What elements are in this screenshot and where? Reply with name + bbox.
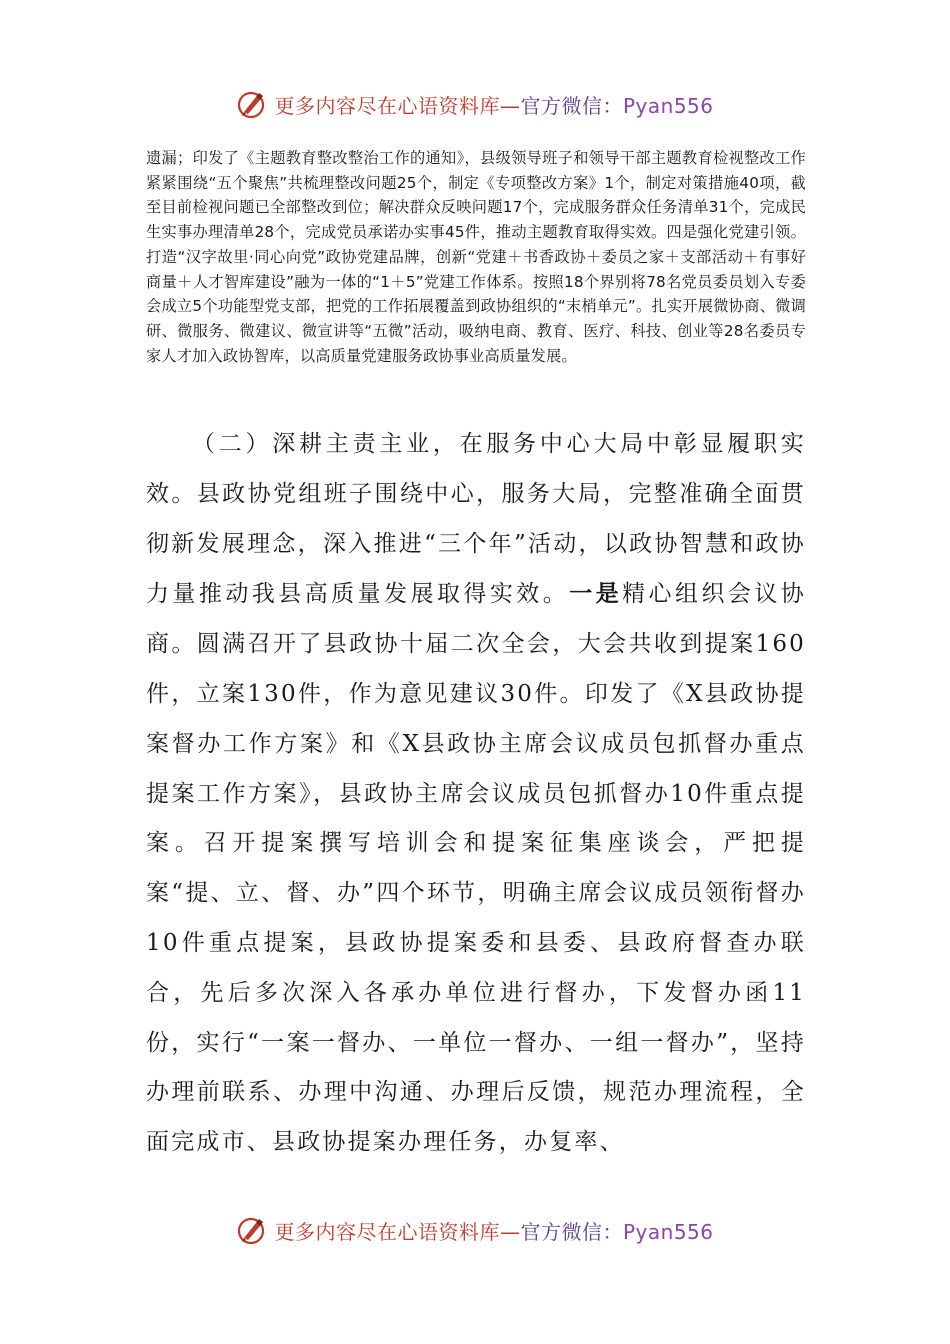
watermark-dash: —: [499, 1219, 521, 1244]
watermark-handle: Pyan556: [622, 1219, 714, 1244]
body-paragraph-large: [146, 420, 806, 1168]
paragraph-large-intro: （二）深耕主责主业，在服务中心大局中彰显履职实效。县政协党组班子围绕中心，服务大局，完整准确全面贯彻新发展理念，深入推进“三个年”活动，以政协智慧和政协力量推动我县高质量发展取得实效。: [146, 431, 806, 608]
pen-logo-icon: [236, 88, 268, 120]
watermark-main: 更多内容尽在心语资料库: [274, 93, 500, 118]
paragraph-large-bold: 一是: [569, 580, 623, 608]
watermark-handle: Pyan556: [622, 93, 714, 118]
watermark-wechat-label: 官方微信：: [520, 93, 623, 118]
header-watermark: [0, 84, 950, 124]
pen-logo-icon: [236, 1214, 268, 1246]
footer-watermark: [0, 1210, 950, 1250]
watermark-text: [274, 90, 713, 119]
watermark-main: 更多内容尽在心语资料库: [274, 1219, 500, 1244]
body-paragraph-small: 遗漏；印发了《主题教育整改整治工作的通知》，县级领导班子和领导干部主题教育检视整改工作紧紧围绕“五个聚焦”共梳理整改问题25个，制定《专项整改方案》1个，制定对策措施40项，截至目前检视问题已全部整改到位；解决群众反映问题17个，完成服务群众任务清单31个，完成民生实事办理清单28个，完成党员承诺办实事45件，推动主题教育取得实效。四是强化党建引领。打造“汉字故里·同心向党”政协党建品牌，创新“党建＋书香政协＋委员之家＋支部活动＋有事好商量＋人才智库建设”融为一体的“1＋5”党建工作体系。按照18个界别将78名党员委员划入专委会成立5个功能型党支部，把党的工作拓展覆盖到政协组织的“末梢单元”。扎实开展微协商、微调研、微服务、微建议、微宣讲等“五微”活动，吸纳电商、教育、医疗、科技、创业等28名委员专家人才加入政协智库，以高质量党建服务政协事业高质量发展。: [146, 149, 806, 365]
watermark-dash: —: [499, 93, 521, 118]
paragraph-large-rest: 精心组织会议协商。圆满召开了县政协十届二次全会，大会共收到提案160件，立案130件，作为意见建议30件。印发了《X县政协提案督办工作方案》和《X县政协主席会议成员包抓督办重点提案工作方案》，县政协主席会议成员包抓督办10件重点提案。召开提案撰写培训会和提案征集座谈会，严把提案“提、立、督、办”四个环节，明确主席会议成员领衔督办10件重点提案，县政协提案委和县委、县政府督查办联合，先后多次深入各承办单位进行督办，下发督办函11份，实行“一案一督办、一单位一督办、一组一督办”，坚持办理前联系、办理中沟通、办理后反馈，规范办理流程，全面完成市、县政协提案办理任务，办复率、: [146, 581, 807, 1156]
watermark-wechat-label: 官方微信：: [520, 1219, 623, 1244]
watermark-text: [274, 1216, 713, 1245]
